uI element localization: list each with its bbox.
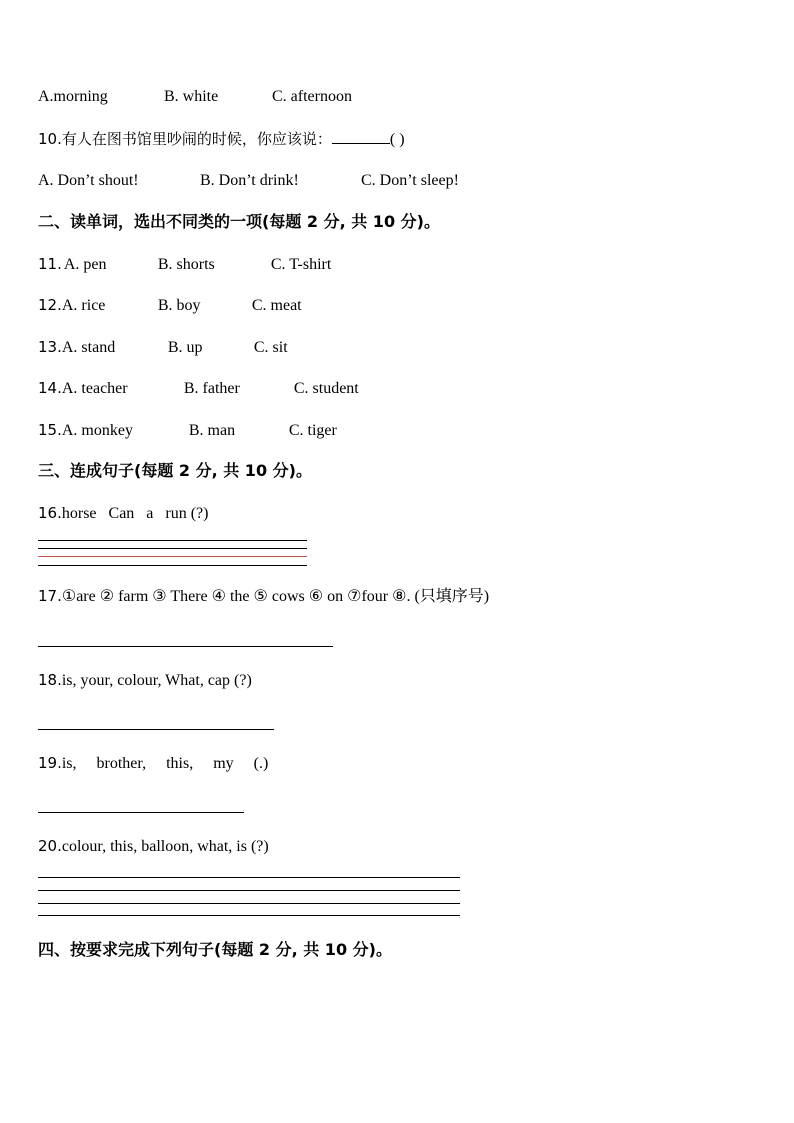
option-c: C. T-shirt [270, 256, 332, 273]
q9-option-a: A.morning [38, 88, 108, 105]
option-a: A. rice [61, 297, 106, 314]
question-19 [38, 753, 268, 774]
writing-line[interactable] [38, 915, 460, 916]
writing-line[interactable] [38, 877, 460, 878]
answer-line[interactable] [38, 646, 333, 647]
question-text: ①are ② farm ③ There ④ the ⑤ cows ⑥ on ⑦four ⑧. (只填序号) [61, 588, 490, 605]
question-number: 10. [38, 130, 62, 148]
answer-blank[interactable] [332, 129, 390, 144]
section-4-title: 四、按要求完成下列句子(每题 2 分, 共 10 分)。 [38, 940, 392, 959]
question-number: 15. [38, 421, 62, 439]
question-text: is, brother, this, my (.) [61, 755, 269, 772]
option-a: A. pen [63, 256, 107, 273]
option-c: C. sit [253, 339, 288, 356]
writing-line[interactable] [38, 548, 307, 549]
question-number: 11. [38, 255, 62, 273]
question-12 [38, 295, 302, 316]
option-c: C. tiger [288, 422, 337, 439]
question-16 [38, 503, 208, 524]
writing-line[interactable] [38, 565, 307, 566]
option-b: B. shorts [157, 256, 215, 273]
q9-option-b: B. white [164, 88, 219, 105]
answer-paren: ( ) [389, 131, 405, 148]
question-13 [38, 337, 288, 358]
writing-line-red[interactable] [38, 556, 307, 557]
question-number: 12. [38, 296, 62, 314]
option-b: B. up [167, 339, 203, 356]
question-text: horse Can a run (?) [61, 505, 209, 522]
option-b: B. father [183, 380, 240, 397]
option-b: B. boy [157, 297, 201, 314]
section-3-title: 三、连成句子(每题 2 分, 共 10 分)。 [38, 461, 312, 480]
answer-line[interactable] [38, 729, 274, 730]
option-a: A. monkey [61, 422, 133, 439]
section-2-title: 二、读单词，选出不同类的一项(每题 2 分, 共 10 分)。 [38, 212, 440, 231]
question-18 [38, 670, 252, 691]
question-number: 17. [38, 587, 62, 605]
writing-line[interactable] [38, 890, 460, 891]
question-text: is, your, colour, What, cap (?) [61, 672, 252, 689]
question-number: 20. [38, 837, 62, 855]
option-a: A. teacher [61, 380, 128, 397]
question-number: 14. [38, 379, 62, 397]
writing-line[interactable] [38, 540, 307, 541]
question-number: 16. [38, 504, 62, 522]
question-11 [38, 254, 331, 275]
question-text: colour, this, balloon, what, is (?) [61, 838, 269, 855]
q10-option-c: C. Don’t sleep! [361, 172, 459, 189]
q10-option-b: B. Don’t drink! [200, 172, 299, 189]
question-15 [38, 420, 337, 441]
question-number: 13. [38, 338, 62, 356]
answer-line[interactable] [38, 812, 244, 813]
question-number: 19. [38, 754, 62, 772]
option-c: C. student [293, 380, 359, 397]
question-17 [38, 586, 489, 607]
option-a: A. stand [61, 339, 116, 356]
question-text: 有人在图书馆里吵闹的时候，你应该说： [61, 130, 332, 148]
q9-option-c: C. afternoon [272, 88, 352, 105]
question-10 [38, 129, 405, 150]
q9-options-row [38, 87, 352, 107]
option-c: C. meat [251, 297, 302, 314]
q10-options-row [38, 171, 459, 191]
option-b: B. man [188, 422, 236, 439]
q10-option-a: A. Don’t shout! [38, 172, 139, 189]
question-14 [38, 378, 359, 399]
question-20 [38, 836, 269, 857]
writing-line[interactable] [38, 903, 460, 904]
question-number: 18. [38, 671, 62, 689]
